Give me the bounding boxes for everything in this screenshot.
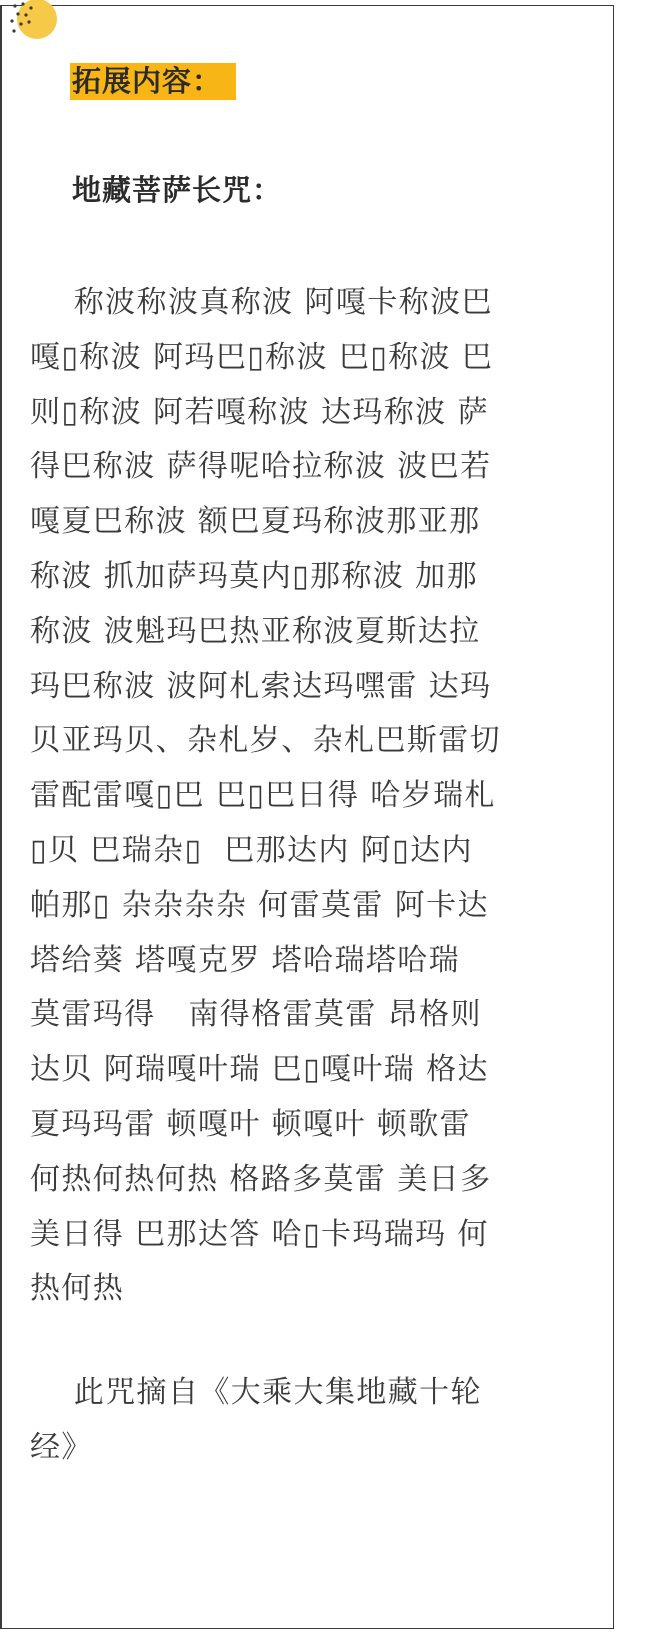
section-heading: 拓展内容： (70, 63, 236, 100)
mantra-line: 热何热 (30, 1271, 125, 1307)
mantra-line: 美日得 巴那达答 哈▯卡玛瑞玛 何 (30, 1216, 489, 1252)
mantra-line: 称波称波真称波 阿嘎卡称波巴 (30, 285, 493, 320)
mantra-line: 称波 波魁玛巴热亚称波夏斯达拉 (30, 613, 481, 649)
mantra-line: 莫雷玛得 南得格雷莫雷 昂格则 (30, 997, 482, 1033)
mantra-line: ▯贝 巴瑞杂▯ 巴那达内 阿▯达内 (30, 832, 473, 868)
mantra-title: 地藏菩萨长咒： (72, 173, 283, 207)
source-line: 此咒摘自《大乘大集地藏十轮 (30, 1375, 482, 1410)
mantra-line: 雷配雷嘎▯巴 巴▯巴日得 哈岁瑞札 (30, 778, 496, 814)
mantra-line: 帕那▯ 杂杂杂杂 何雷莫雷 阿卡达 (30, 887, 489, 923)
source-line: 经》 (30, 1429, 93, 1465)
mantra-line: 则▯称波 阿若嘎称波 达玛称波 萨 (30, 394, 489, 430)
mantra-line: 嘎夏巴称波 额巴夏玛称波那亚那 (30, 504, 481, 540)
dotted-circle-icon (6, 0, 57, 40)
mantra-line: 夏玛玛雷 顿嘎叶 顿嘎叶 顿歌雷 (30, 1106, 472, 1142)
mantra-line: 玛巴称波 波阿札索达玛嘿雷 达玛 (30, 668, 492, 704)
mantra-line: 贝亚玛贝、杂札岁、杂札巴斯雷切 (30, 723, 501, 759)
mantra-line: 嘎▯称波 阿玛巴▯称波 巴▯称波 巴 (30, 339, 494, 375)
mantra-line: 称波 抓加萨玛莫内▯那称波 加那 (30, 558, 478, 594)
mantra-line: 得巴称波 萨得呢哈拉称波 波巴若 (30, 449, 492, 485)
mantra-line: 塔给葵 塔嘎克罗 塔哈瑞塔哈瑞 (30, 942, 461, 978)
mantra-line: 达贝 阿瑞嘎叶瑞 巴▯嘎叶瑞 格达 (30, 1052, 489, 1088)
mantra-line: 何热何热何热 格路多莫雷 美日多 (30, 1161, 492, 1197)
mantra-text (30, 276, 590, 1317)
source-note (30, 1366, 590, 1476)
